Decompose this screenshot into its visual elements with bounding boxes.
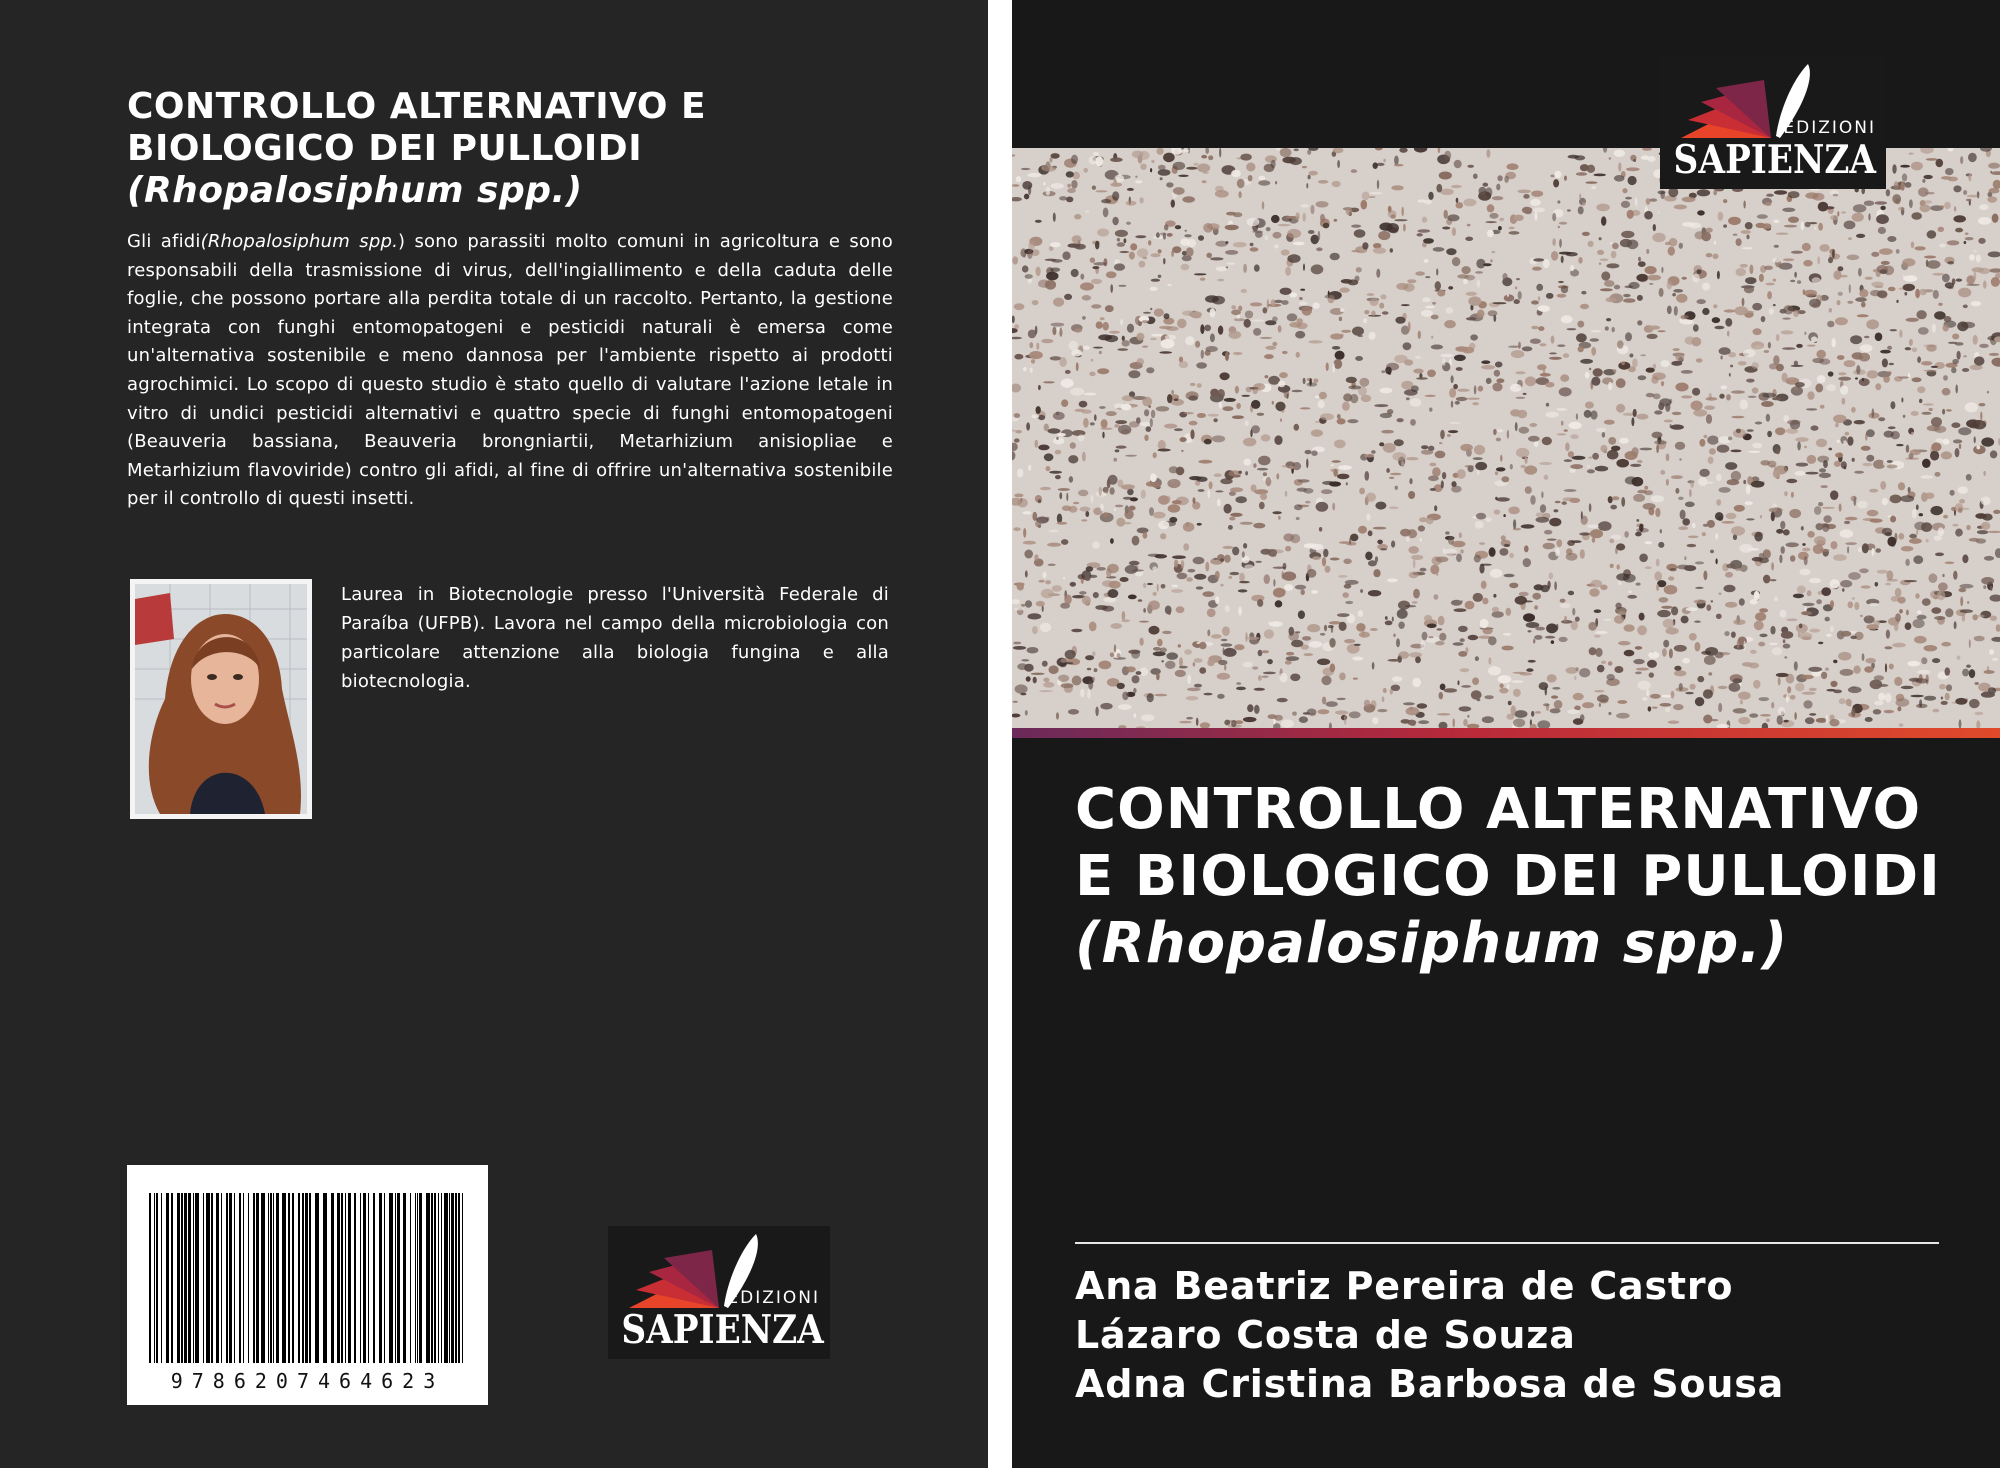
- title-divider: [1075, 1242, 1939, 1244]
- front-cover-title: [1075, 776, 1955, 977]
- isbn-digits: 9786207464623: [170, 1369, 445, 1393]
- accent-bar: [1012, 728, 2000, 738]
- synopsis-species: (Rhopalosiphum spp.: [200, 231, 398, 252]
- author-name: Adna Cristina Barbosa de Sousa: [1075, 1362, 1785, 1406]
- publisher-small: EDIZIONI: [727, 1288, 820, 1308]
- synopsis-body: ) sono parassiti molto comuni in agricoltura e sono responsabili della trasmissione di virus, dell'ingiallimento e della caduta delle foglie, che possono portare alla perdita totale di un raccolto. Pertanto, la gestione integrata con funghi entomopatogeni e pesticidi naturali è emersa come un'alternativa sostenibile e meno dannosa per l'ambiente rispetto ai prodotti agrochimici. Lo scopo di questo studio è stato quello di valutare l'azione letale in vitro di undici pesticidi alternativi e quattro specie di funghi entomopatogeni (Beauveria bassiana, Beauveria brongniartii, Metarhizium anisiopliae e Metarhizium flavoviride) contro gli afidi, al fine di offrire un'alternativa sostenibile per il controllo di questi insetti.: [127, 231, 893, 510]
- author-bio: Laurea in Biotecnologie presso l'Università Federale di Paraíba (UFPB). Lavora nel campo della microbiologia con particolare attenzione alla biologia fungina e alla biotecnologia.: [341, 584, 889, 692]
- author-list: [1075, 1262, 1955, 1409]
- front-title-species: (Rhopalosiphum spp.): [1075, 911, 1789, 976]
- author-name: Lázaro Costa de Souza: [1075, 1313, 1576, 1357]
- publisher-big: SAPIENZA: [621, 1307, 824, 1353]
- front-title-main: CONTROLLO ALTERNATIVO E BIOLOGICO DEI PULLOIDI: [1075, 777, 1941, 909]
- author-photo: [130, 579, 312, 819]
- publisher-logo-front: [1660, 56, 1886, 189]
- publisher-small: EDIZIONI: [1783, 118, 1876, 138]
- back-title-species: (Rhopalosiphum spp.): [127, 170, 583, 211]
- isbn-barcode: [127, 1165, 488, 1405]
- cover-texture-image: [1012, 148, 2000, 728]
- synopsis-lead: Gli afidi: [127, 231, 201, 252]
- publisher-big: SAPIENZA: [1673, 137, 1877, 183]
- publisher-logo-back: [608, 1226, 830, 1359]
- spine-gap: [988, 0, 1012, 1468]
- front-cover: [1012, 0, 2000, 1468]
- back-title-main: CONTROLLO ALTERNATIVO E BIOLOGICO DEI PULLOIDI: [127, 86, 707, 169]
- back-cover: [0, 0, 988, 1468]
- synopsis: [127, 228, 893, 514]
- back-cover-title: [127, 86, 907, 212]
- author-name: Ana Beatriz Pereira de Castro: [1075, 1264, 1734, 1308]
